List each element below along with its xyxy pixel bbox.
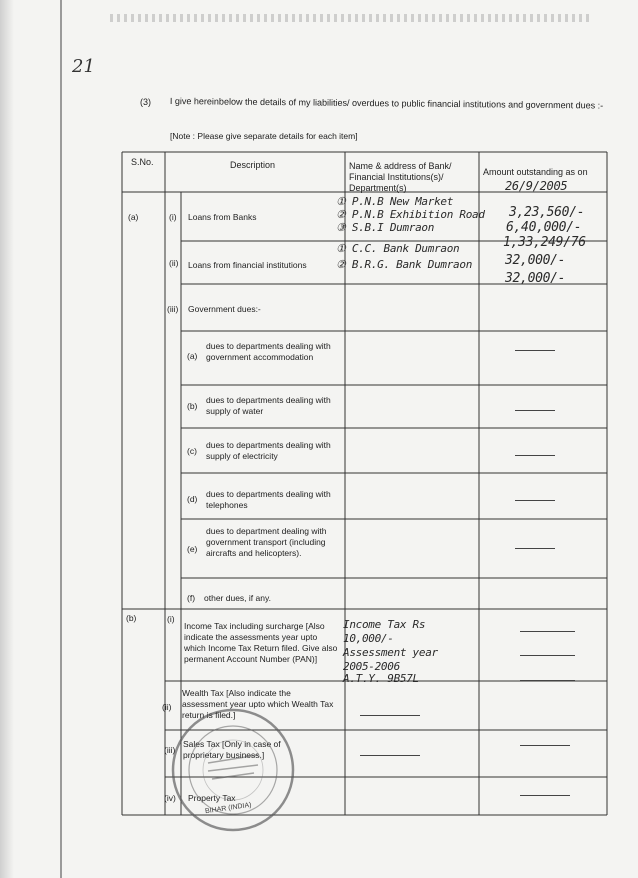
row-dues-accommodation: dues to departments dealing with government accommodation — [206, 341, 331, 362]
hw-income-tax-4: 2005-2006 — [343, 660, 400, 673]
amount-date: 26/9/2005 — [505, 179, 568, 193]
header-sno: S.No. — [131, 157, 154, 167]
hw-amount-5: 32,000/- — [505, 271, 566, 286]
stamp-text: BIHAR (INDIA) — [204, 801, 252, 816]
hw-income-tax-3: Assessment year — [343, 646, 438, 659]
dash-mark — [520, 745, 570, 746]
hw-amount-1: 3,23,560/- — [509, 205, 585, 220]
row-loans-banks: Loans from Banks — [188, 212, 257, 222]
header-name-address: Name & address of Bank/ Financial Institutions(s)/ Department(s) — [349, 161, 452, 193]
row-a-iii-e-letter: (e) — [187, 544, 198, 554]
row-b-iii-num: (iii) — [164, 745, 176, 755]
hw-income-tax-1: Income Tax Rs — [343, 618, 426, 631]
hw-bank-1: ① P.N.B New Market — [336, 195, 454, 208]
row-sales-tax: Sales Tax [Only in case of proprietary business.] — [183, 739, 281, 760]
dash-mark — [520, 795, 570, 796]
hw-bank-2: ② P.N.B Exhibition Road — [336, 208, 485, 221]
row-a-iii-d-letter: (d) — [187, 494, 198, 504]
hw-income-tax-2: 10,000/- — [343, 632, 394, 645]
row-a-iii-c-letter: (c) — [187, 446, 197, 456]
hw-institution-1: ① C.C. Bank Dumraon — [336, 242, 460, 255]
section-intro: I give hereinbelow the details of my liabilities/ overdues to public financial institutions and government dues :- — [169, 95, 604, 111]
label-b: (b) — [126, 613, 137, 623]
row-a-iii-f-letter: (f) — [187, 593, 196, 603]
header-description: Description — [230, 160, 276, 170]
row-dues-telephones: dues to departments dealing with telephones — [206, 489, 331, 510]
row-property-tax: Property Tax — [188, 793, 236, 803]
page-number: 21 — [72, 56, 95, 77]
dash-mark — [515, 455, 555, 456]
dash-mark — [515, 548, 555, 549]
row-dues-electricity: dues to departments dealing with supply of electricity — [206, 440, 331, 461]
header-amount: Amount outstanding as on — [483, 167, 588, 177]
row-a-iii-num: (iii) — [167, 304, 179, 314]
official-stamp — [168, 705, 298, 835]
row-b-iv-num: (iv) — [164, 793, 176, 803]
row-loans-institutions: Loans from financial institutions — [188, 260, 307, 270]
hw-amount-4: 32,000/- — [505, 253, 566, 268]
dash-mark — [515, 410, 555, 411]
section-number: (3) — [140, 97, 151, 107]
row-a-i-num: (i) — [169, 212, 177, 222]
dash-mark — [515, 350, 555, 351]
dash-mark — [360, 715, 420, 716]
row-a-iii-a-letter: (a) — [187, 351, 198, 361]
row-other-dues: other dues, if any. — [204, 593, 271, 603]
hw-income-tax-5: A.T.Y. 9B57L — [343, 672, 419, 685]
row-b-ii-num: (ii) — [162, 702, 172, 712]
row-b-i-num: (i) — [167, 614, 175, 624]
dash-mark — [360, 755, 420, 756]
row-government-dues: Government dues:- — [188, 304, 261, 314]
dash-mark — [520, 680, 575, 681]
section-note: [Note : Please give separate details for each item] — [170, 131, 358, 141]
row-dues-water: dues to departments dealing with supply of water — [206, 395, 331, 416]
row-a-iii-b-letter: (b) — [187, 401, 198, 411]
dash-mark — [520, 631, 575, 632]
hw-amount-3: 1,33,249/76 — [503, 235, 586, 250]
row-wealth-tax: Wealth Tax [Also indicate the assessment year upto which Wealth Tax return is filed.] — [182, 688, 334, 720]
row-income-tax: Income Tax including surcharge [Also indicate the assessments year upto which Income Tax Return filed. Give also permanent Account Number (PAN)] — [184, 621, 338, 664]
dash-mark — [520, 655, 575, 656]
hw-institution-2: ② B.R.G. Bank Dumraon — [336, 258, 473, 271]
dash-mark — [515, 500, 555, 501]
hw-bank-3: ③ S.B.I Dumraon — [336, 221, 435, 234]
row-a-ii-num: (ii) — [169, 258, 179, 268]
hw-amount-2: 6,40,000/- — [506, 220, 582, 235]
row-dues-transport: dues to department dealing with government transport (including aircrafts and helicopters). — [206, 526, 327, 558]
label-a: (a) — [128, 212, 139, 222]
